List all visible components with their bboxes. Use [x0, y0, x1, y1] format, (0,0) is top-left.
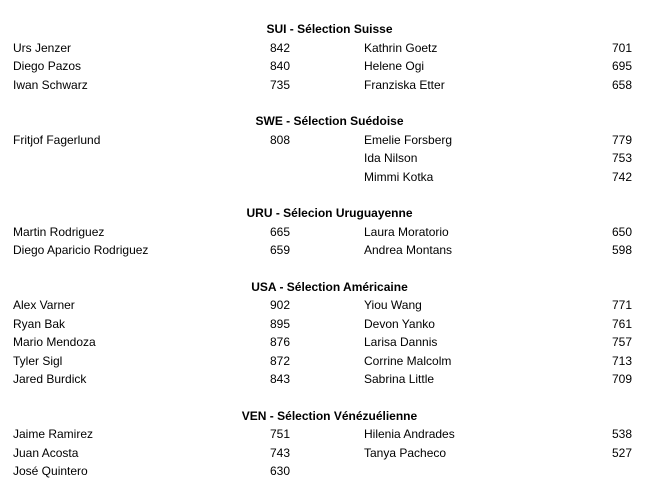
women-athlete-name: Tanya Pacheco [364, 446, 447, 460]
women-athlete-score: 742 [611, 170, 632, 184]
women-athlete-name: Devon Yanko [364, 317, 435, 331]
team-row [0, 40, 659, 56]
team-row [0, 371, 659, 387]
team-row [0, 426, 659, 442]
men-athlete-name: Jared Burdick [13, 372, 87, 386]
men-athlete-name: Alex Varner [13, 298, 75, 312]
team-row [0, 463, 659, 479]
women-athlete-name: Yiou Wang [364, 298, 422, 312]
men-athlete-name: Iwan Schwarz [13, 78, 88, 92]
team-row [0, 297, 659, 313]
women-athlete-score: 771 [611, 298, 632, 312]
women-athlete-name: Franziska Etter [364, 78, 445, 92]
men-athlete-score: 872 [269, 354, 290, 368]
team-row [0, 169, 659, 185]
men-athlete-name: Diego Aparicio Rodriguez [13, 243, 149, 257]
women-athlete-score: 709 [611, 372, 632, 386]
men-athlete-name: Jaime Ramirez [13, 427, 94, 441]
men-athlete-score: 630 [269, 464, 290, 478]
women-athlete-name: Emelie Forsberg [364, 133, 453, 147]
women-athlete-name: Ida Nilson [364, 151, 418, 165]
team-title-sui: SUI - Sélection Suisse [266, 22, 393, 36]
women-athlete-score: 538 [611, 427, 632, 441]
women-athlete-name: Sabrina Little [364, 372, 435, 386]
team-title-uru: URU - Sélecion Uruguayenne [246, 206, 413, 220]
team-row [0, 353, 659, 369]
men-athlete-score: 902 [269, 298, 290, 312]
team-title-ven: VEN - Sélection Vénézuélienne [241, 409, 418, 423]
women-athlete-score: 658 [611, 78, 632, 92]
women-athlete-name: Mimmi Kotka [364, 170, 434, 184]
women-athlete-name: Kathrin Goetz [364, 41, 438, 55]
women-athlete-name: Hilenia Andrades [364, 427, 455, 441]
team-title-usa: USA - Sélection Américaine [251, 280, 408, 294]
women-athlete-score: 701 [611, 41, 632, 55]
men-athlete-name: José Quintero [13, 464, 88, 478]
men-athlete-name: Diego Pazos [13, 59, 82, 73]
women-athlete-score: 598 [611, 243, 632, 257]
women-athlete-score: 757 [611, 335, 632, 349]
women-athlete-name: Andrea Montans [364, 243, 453, 257]
team-title-swe: SWE - Sélection Suédoise [255, 114, 404, 128]
men-athlete-score: 735 [269, 78, 290, 92]
men-athlete-name: Tyler Sigl [13, 354, 63, 368]
men-athlete-name: Martin Rodriguez [13, 225, 105, 239]
men-athlete-score: 743 [269, 446, 290, 460]
men-athlete-score: 808 [269, 133, 290, 147]
team-row [0, 132, 659, 148]
team-row [0, 445, 659, 461]
men-athlete-score: 840 [269, 59, 290, 73]
women-athlete-name: Laura Moratorio [364, 225, 449, 239]
men-athlete-name: Juan Acosta [13, 446, 79, 460]
women-athlete-score: 753 [611, 151, 632, 165]
men-athlete-name: Fritjof Fagerlund [13, 133, 101, 147]
men-athlete-score: 842 [269, 41, 290, 55]
team-row [0, 58, 659, 74]
men-athlete-name: Ryan Bak [13, 317, 66, 331]
women-athlete-name: Helene Ogi [364, 59, 425, 73]
women-athlete-name: Larisa Dannis [364, 335, 438, 349]
men-athlete-score: 876 [269, 335, 290, 349]
team-row [0, 77, 659, 93]
men-athlete-score: 659 [269, 243, 290, 257]
men-athlete-score: 895 [269, 317, 290, 331]
women-athlete-score: 650 [611, 225, 632, 239]
women-athlete-score: 527 [611, 446, 632, 460]
women-athlete-score: 779 [611, 133, 632, 147]
men-athlete-score: 665 [269, 225, 290, 239]
men-athlete-name: Mario Mendoza [13, 335, 96, 349]
men-athlete-score: 751 [269, 427, 290, 441]
team-row [0, 334, 659, 350]
men-athlete-score: 843 [269, 372, 290, 386]
men-athlete-name: Urs Jenzer [13, 41, 72, 55]
women-athlete-score: 695 [611, 59, 632, 73]
team-row [0, 224, 659, 240]
women-athlete-name: Corrine Malcolm [364, 354, 452, 368]
team-row [0, 150, 659, 166]
team-row [0, 316, 659, 332]
team-row [0, 242, 659, 258]
women-athlete-score: 761 [611, 317, 632, 331]
women-athlete-score: 713 [611, 354, 632, 368]
